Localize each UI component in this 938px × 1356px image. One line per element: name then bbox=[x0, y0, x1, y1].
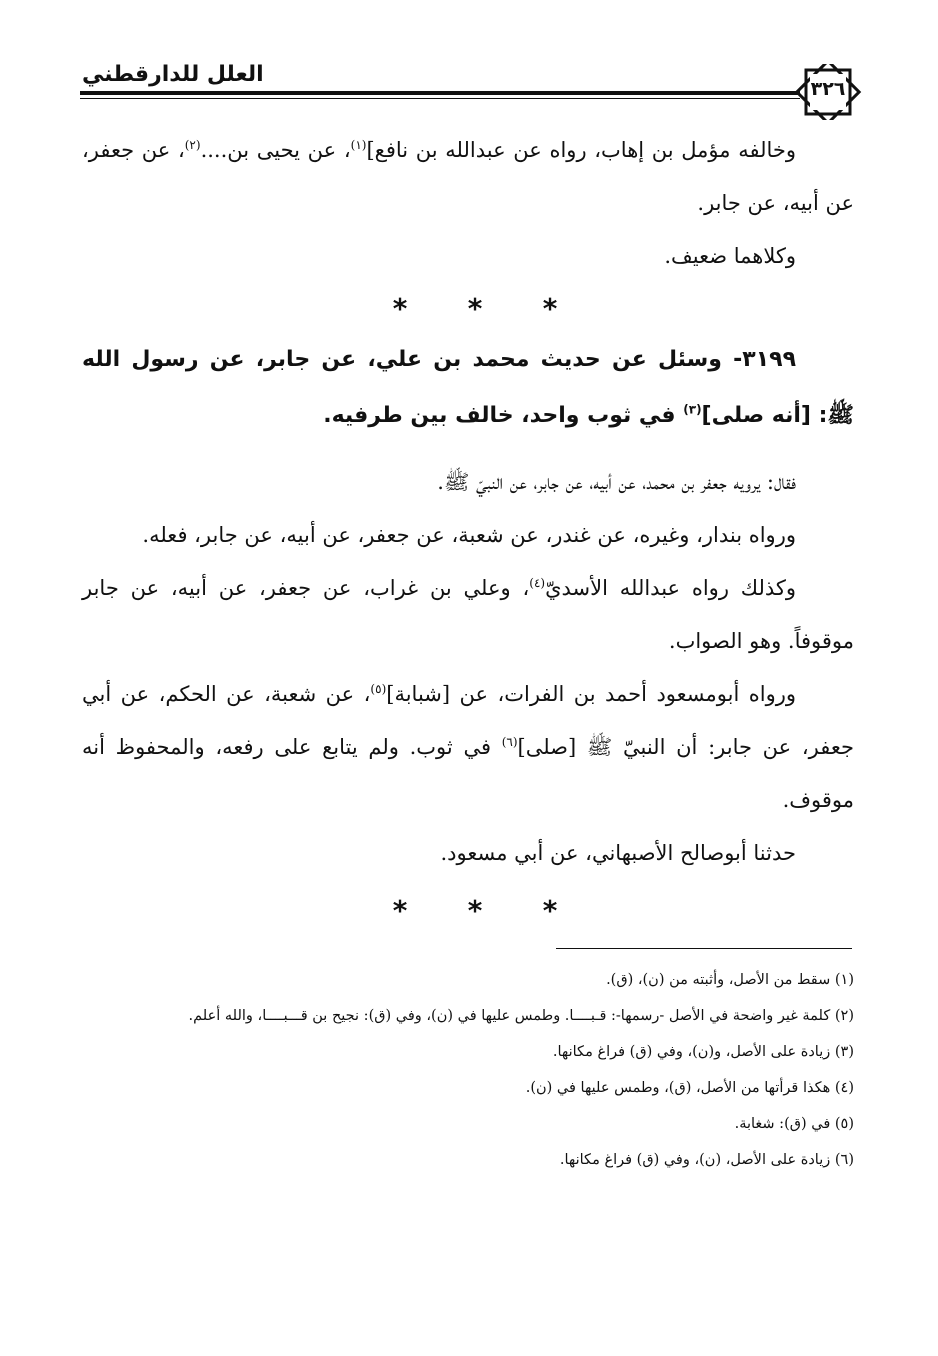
asterisk: * bbox=[466, 894, 484, 927]
footnote: (٣) زيادة على الأصل، و(ن)، وفي (ق) فراغ مكانها. bbox=[552, 1044, 854, 1060]
paragraph: فقال: يرويه جعفر بن محمد، عن أبيه، عن جابر، عن النبيّ ﷺ. bbox=[437, 470, 796, 494]
text-run: ورواه أبومسعود أحمد بن الفرات، عن [شبابة] bbox=[386, 682, 796, 706]
footnote-ref: (٢) bbox=[184, 138, 201, 152]
text-run: في ثوب واحد، خالف بين طرفيه. bbox=[323, 403, 684, 428]
footnotes bbox=[82, 962, 854, 1178]
answer-block bbox=[82, 456, 854, 880]
header-rule-thin bbox=[80, 98, 800, 99]
text-run: وكذلك رواه عبدالله الأسديّ bbox=[545, 576, 797, 600]
header-rule bbox=[80, 91, 800, 95]
footnote-ref: (١) bbox=[350, 138, 367, 152]
footnote-ref: (٤) bbox=[529, 576, 546, 590]
footnote: (٥) في (ق): شغابة. bbox=[734, 1116, 854, 1132]
footnote: (١) سقط من الأصل، وأثبته من (ن)، (ق). bbox=[606, 972, 854, 988]
text-run: ، عن شعبة، عن الحكم، عن أبي جعفر، عن جابر: أن النبيّ ﷺ [صلى] bbox=[82, 682, 854, 759]
paragraph: حدثنا أبوصالح الأصبهاني، عن أبي مسعود. bbox=[440, 841, 796, 865]
footnote-rule bbox=[556, 948, 852, 949]
footnote: (٦) زيادة على الأصل، (ن)، وفي (ق) فراغ مكانها. bbox=[559, 1152, 854, 1168]
paragraph: وكلاهما ضعيف. bbox=[664, 244, 796, 268]
page-number: ٣٢٦ bbox=[810, 78, 846, 100]
section-separator bbox=[390, 894, 560, 927]
asterisk: * bbox=[391, 292, 409, 325]
paragraph bbox=[82, 562, 854, 668]
continuation-block bbox=[82, 124, 854, 283]
text-run: ، وعلي بن غراب، عن جعفر، عن أبيه، عن جابر موقوفاً. وهو الصواب. bbox=[82, 576, 854, 653]
footnote-ref: (٥) bbox=[370, 682, 387, 696]
asterisk: * bbox=[466, 292, 484, 325]
paragraph bbox=[82, 668, 854, 827]
paragraph: ورواه بندار، وغيره، عن غندر، عن شعبة، عن جعفر، عن أبيه، عن جابر، فعله. bbox=[142, 523, 796, 547]
text-run: ، عن يحيى بن.... bbox=[200, 138, 351, 162]
page-number-badge bbox=[794, 64, 862, 120]
footnote: (٢) كلمة غير واضحة في الأصل -رسمها-: قـبــــا. وطمس عليها في (ن)، وفي (ق): نجيح بن قـــبــــا، والله أعلم. bbox=[188, 1008, 854, 1024]
footnote-ref: (٣) bbox=[683, 402, 702, 417]
running-title: العلل للدارقطني bbox=[82, 62, 264, 87]
paragraph bbox=[82, 124, 854, 230]
section-separator bbox=[390, 292, 560, 325]
text-run: ٣١٩٩- وسئل عن حديث محمد بن علي، عن جابر، عن رسول الله ﷺ: [أنه صلى] bbox=[82, 347, 854, 428]
text-run: في ثوب. ولم يتابع على رفعه، والمحفوظ أنه موقوف. bbox=[82, 735, 854, 812]
text-run: وخالفه مؤمل بن إهاب، رواه عن عبدالله بن نافع] bbox=[366, 138, 797, 162]
text-run: ، عن جعفر، عن أبيه، عن جابر. bbox=[82, 138, 854, 215]
entry-question bbox=[82, 332, 854, 444]
footnote: (٤) هكذا قرأتها من الأصل، (ق)، وطمس عليها في (ن). bbox=[525, 1080, 854, 1096]
asterisk: * bbox=[391, 894, 409, 927]
asterisk: * bbox=[541, 894, 559, 927]
footnote-ref: (٦) bbox=[501, 735, 518, 749]
entry-heading bbox=[82, 332, 854, 444]
asterisk: * bbox=[541, 292, 559, 325]
